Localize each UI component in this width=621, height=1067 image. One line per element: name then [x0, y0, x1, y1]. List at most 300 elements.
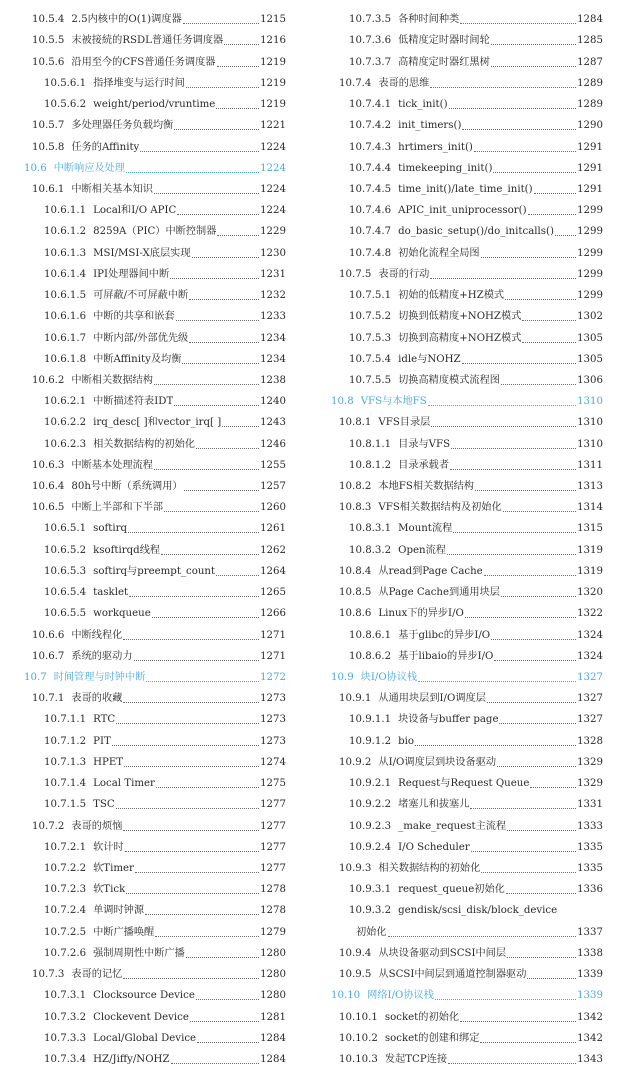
toc-entry [24, 558, 286, 579]
toc-entry-number: 10.7.1.1 [44, 714, 87, 726]
toc-entry-page: 1219 [260, 99, 286, 111]
toc-entry [331, 91, 603, 112]
toc-entry-page: 1291 [577, 162, 603, 174]
leader-dots [126, 172, 259, 173]
toc-entry-title: 表哥的记忆 [71, 969, 123, 981]
toc-entry-title: 相关数据结构的初始化 [93, 438, 195, 450]
toc-entry-title: 8259A（PIC）中断控制器 [93, 226, 217, 238]
toc-entry-number: 10.7 [24, 672, 47, 683]
toc-entry [24, 982, 286, 1003]
leader-dots [197, 1042, 259, 1043]
toc-entry-number: 10.7.5.3 [349, 332, 392, 344]
toc-entry-title: PIT [93, 735, 111, 747]
leader-dots [534, 193, 576, 194]
toc-entry-number: 10.7.2.2 [44, 862, 87, 874]
toc-entry-title: request_queue初始化 [398, 884, 505, 896]
toc-entry-page: 1289 [577, 99, 603, 111]
toc-entry [24, 218, 286, 239]
toc-entry-number: 10.9.1.2 [349, 735, 392, 747]
toc-entry-number: 10.8.6.1 [349, 629, 392, 641]
toc-entry-number: 10.6.5.3 [44, 565, 87, 577]
toc-entry [331, 558, 603, 579]
toc-entry-title: 从I/O调度层到块设备驱动 [378, 756, 497, 768]
toc-entry-page: 1329 [577, 756, 603, 768]
toc-entry [24, 749, 286, 770]
toc-entry-title: HPET [93, 756, 124, 768]
toc-entry-number: 10.7.5.1 [349, 290, 392, 302]
toc-entry-page: 1324 [577, 629, 603, 641]
toc-entry-page: 1338 [577, 947, 603, 959]
toc-entry-number: 10.10.1 [339, 1011, 378, 1023]
toc-entry-title: 高精度定时器红黑树 [398, 56, 490, 68]
toc-entry [24, 940, 286, 961]
toc-entry [331, 6, 603, 27]
toc-entry [24, 282, 286, 303]
toc-entry [331, 706, 603, 727]
toc-entry [24, 1046, 286, 1067]
toc-entry-number: 10.5.6.2 [44, 99, 87, 111]
toc-entry-page: 1278 [260, 884, 286, 896]
leader-dots [428, 405, 576, 406]
toc-entry-title: 表哥的行动 [378, 268, 430, 280]
toc-entry-page: 1328 [577, 735, 603, 747]
toc-entry-title: 初始化流程全局图 [398, 247, 480, 259]
toc-entry-number: 10.8.6.2 [349, 650, 392, 662]
toc-entry-page: 1299 [577, 205, 603, 217]
leader-dots [174, 129, 259, 130]
leader-dots [155, 936, 259, 937]
toc-entry-number: 10.7.1.4 [44, 778, 87, 790]
leader-dots [499, 723, 576, 724]
toc-entry-title: 基于libaio的异步I/O [398, 650, 494, 662]
leader-dots [435, 999, 576, 1000]
toc-entry-number: 10.6.2.3 [44, 438, 87, 450]
toc-entry [24, 834, 286, 855]
toc-entry-number: 10.7.3.3 [44, 1032, 87, 1044]
leader-dots [491, 639, 576, 640]
toc-entry-title: weight/period/vruntime [93, 99, 216, 111]
toc-entry [24, 133, 286, 154]
toc-entry-page: 1335 [577, 841, 603, 853]
leader-dots [484, 575, 576, 576]
leader-dots [123, 830, 259, 831]
leader-dots [164, 511, 259, 512]
toc-entry-number: 10.7.4.4 [349, 162, 392, 174]
leader-dots [161, 554, 259, 555]
toc-entry-title: 中断的共享和嵌套 [93, 311, 175, 323]
toc-entry-number: 10.8.6 [339, 608, 372, 620]
toc-entry-title: Mount流程 [398, 523, 453, 535]
toc-entry-number: 10.7.4.2 [349, 120, 392, 132]
toc-entry-number: 10.7.4.8 [349, 247, 392, 259]
leader-dots [465, 617, 576, 618]
leader-dots [462, 129, 576, 130]
toc-entry [24, 1025, 286, 1046]
toc-entry-page: 1277 [260, 862, 286, 874]
leader-dots [451, 448, 576, 449]
leader-dots [527, 978, 576, 979]
toc-entry-page: 1285 [577, 35, 603, 47]
leader-dots [140, 151, 259, 152]
toc-entry [331, 346, 603, 367]
toc-entry-page: 1336 [577, 884, 603, 896]
toc-entry-title: HZ/Jiffy/NOHZ [93, 1053, 170, 1065]
leader-dots [129, 596, 259, 597]
toc-entry-title: Open流程 [398, 544, 446, 556]
toc-entry-title: 80h号中断（系统调用） [71, 481, 183, 493]
toc-entry [24, 197, 286, 218]
toc-entry [24, 961, 286, 982]
toc-entry-title: hrtimers_init() [398, 141, 473, 153]
toc-entry-number: 10.9.3 [339, 862, 372, 874]
leader-dots [116, 808, 259, 809]
toc-entry-number: 10.7.5.2 [349, 311, 392, 323]
toc-entry-page: 1327 [577, 714, 603, 726]
toc-entry [24, 70, 286, 91]
toc-entry-title: 从read到Page Cache [378, 565, 483, 577]
toc-entry-page: 1272 [260, 672, 286, 683]
toc-entry-title: Local Timer [93, 778, 155, 790]
toc-entry-page: 1275 [260, 778, 286, 790]
leader-dots [170, 278, 259, 279]
toc-entry-number: 10.6.5.5 [44, 608, 87, 620]
toc-entry-number: 10.7.3.7 [349, 56, 392, 68]
leader-dots [507, 830, 576, 831]
toc-entry-page: 1327 [577, 693, 603, 705]
toc-entry-page: 1319 [577, 565, 603, 577]
toc-entry-number: 10.7.2 [32, 820, 65, 832]
leader-dots [522, 320, 576, 321]
toc-entry [331, 812, 603, 833]
toc-entry [331, 579, 603, 600]
toc-entry-title: 目录与VFS [398, 438, 451, 450]
leader-dots [555, 235, 576, 236]
toc-entry [24, 452, 286, 473]
toc-entry [331, 918, 603, 939]
toc-entry-page: 1314 [577, 502, 603, 514]
leader-dots [128, 532, 259, 533]
toc-entry-title: 末被接続的RSDL普通任务调度器 [71, 35, 224, 47]
toc-entry-number: 10.7.3 [32, 969, 65, 981]
toc-entry-page: 1273 [260, 735, 286, 747]
toc-entry-title: 软Timer [93, 862, 134, 874]
toc-entry-number: 10.7.4.6 [349, 205, 392, 217]
toc-entry [24, 494, 286, 515]
toc-entry-page: 1313 [577, 481, 603, 493]
toc-entry [24, 770, 286, 791]
leader-dots [388, 936, 577, 937]
toc-entry-page: 1255 [260, 459, 286, 471]
leader-dots [189, 299, 259, 300]
toc-entry-page: 1310 [577, 396, 603, 408]
toc-entry-title: 中断描述符表IDT [93, 396, 174, 408]
toc-entry [331, 940, 603, 961]
leader-dots [123, 978, 259, 979]
toc-chapter-entry [331, 982, 603, 1003]
toc-entry [24, 239, 286, 260]
toc-entry-page: 1280 [260, 947, 286, 959]
toc-entry-number: 10.6.4 [32, 481, 65, 493]
toc-entry [24, 346, 286, 367]
toc-entry-number: 10.8.1 [339, 417, 372, 429]
leader-dots [487, 702, 576, 703]
leader-dots [183, 23, 259, 24]
toc-entry-page: 1319 [577, 544, 603, 556]
toc-entry [331, 600, 603, 621]
toc-entry-number: 10.6.1.3 [44, 247, 87, 259]
toc-entry-page: 1315 [577, 523, 603, 535]
leader-dots [124, 766, 259, 767]
toc-entry-title: 中断上半部和下半部 [71, 502, 164, 514]
toc-entry-title: Linux下的异步I/O [378, 608, 464, 620]
toc-entry-number: 10.9.1.1 [349, 714, 392, 726]
toc-entry-title: 表哥的思维 [378, 77, 430, 89]
toc-entry [331, 430, 603, 451]
toc-entry-number: 10.9.3.2 [349, 905, 392, 917]
toc-entry-number: 10.8.1.1 [349, 438, 392, 450]
toc-entry-number: 10.5.8 [32, 141, 65, 153]
toc-entry-title: 沿用至今的CFS普通任务调度器 [71, 56, 216, 68]
leader-dots [112, 745, 259, 746]
toc-entry-title: 多处理器任务负载均衡 [71, 120, 174, 132]
toc-entry-title: VFS相关数据结构及初始化 [378, 502, 502, 514]
toc-entry [24, 918, 286, 939]
toc-entry-page: 1343 [577, 1053, 603, 1065]
toc-entry-page: 1260 [260, 502, 286, 514]
leader-dots [156, 787, 259, 788]
toc-entry-page: 1221 [260, 120, 286, 132]
toc-entry-number: 10.6.1 [32, 183, 65, 195]
toc-entry-title: Local/Global Device [93, 1032, 197, 1044]
toc-entry [24, 855, 286, 876]
toc-entry [331, 239, 603, 260]
toc-entry-number: 10.7.4 [339, 77, 372, 89]
leader-dots [145, 914, 259, 915]
leader-dots [501, 384, 576, 385]
toc-entry-number: 10.7.4.3 [349, 141, 392, 153]
leader-dots [146, 681, 259, 682]
toc-entry-number: 10.7.3.5 [349, 14, 392, 26]
toc-entry-number: 10.6.7 [32, 650, 65, 662]
toc-entry-number: 10.7.2.1 [44, 841, 87, 853]
toc-entry-page: 1306 [577, 374, 603, 386]
toc-entry-page: 1299 [577, 268, 603, 280]
toc-column-right [331, 6, 603, 1067]
toc-entry-page: 1324 [577, 650, 603, 662]
toc-entry-page: 1302 [577, 311, 603, 323]
toc-entry-number: 10.6.1.8 [44, 353, 87, 365]
toc-entry [331, 749, 603, 770]
toc-entry-page: 1271 [260, 629, 286, 641]
toc-entry-title: 时间管理与时钟中断 [53, 672, 146, 683]
toc-entry-number: 10.9.2.1 [349, 778, 392, 790]
toc-entry-number: 10.9.1 [339, 693, 372, 705]
toc-entry-number: 10.9.4 [339, 947, 372, 959]
toc-entry [331, 133, 603, 154]
toc-entry-number: 10.8.4 [339, 565, 372, 577]
toc-entry-title: 单调时钟源 [93, 905, 145, 917]
toc-entry [24, 727, 286, 748]
toc-entry-page: 1277 [260, 820, 286, 832]
toc-entry-title: I/O Scheduler [398, 841, 470, 853]
toc-entry-page: 1339 [577, 990, 603, 1002]
toc-entry-page: 1290 [577, 120, 603, 132]
toc-entry [24, 430, 286, 451]
toc-entry-title: 可屏蔽/不可屏蔽中断 [93, 290, 189, 302]
toc-chapter-entry [24, 155, 286, 176]
toc-entry [24, 27, 286, 48]
toc-entry [24, 685, 286, 706]
leader-dots [123, 639, 259, 640]
leader-dots [522, 342, 576, 343]
toc-entry-page: 1284 [577, 14, 603, 26]
leader-dots [528, 214, 576, 215]
toc-entry-title: 块设备与buffer page [398, 714, 499, 726]
leader-dots [154, 193, 259, 194]
toc-entry-number: 10.10 [331, 990, 361, 1002]
leader-dots [491, 44, 576, 45]
leader-dots [447, 554, 576, 555]
toc-entry-page: 1273 [260, 693, 286, 705]
leader-dots [217, 235, 259, 236]
toc-entry-number: 10.8.3.1 [349, 523, 392, 535]
leader-dots [506, 893, 576, 894]
toc-entry-page: 1262 [260, 544, 286, 556]
toc-entry [331, 855, 603, 876]
leader-dots [177, 214, 259, 215]
toc-entry-number: 10.7.4.1 [349, 99, 392, 111]
toc-entry [331, 727, 603, 748]
toc-entry-page: 1215 [260, 14, 286, 26]
toc-entry [331, 1003, 603, 1024]
toc-entry-title: 切换高精度模式流程图 [398, 374, 500, 386]
toc-entry-number: 10.10.2 [339, 1032, 378, 1044]
leader-dots [184, 490, 259, 491]
toc-entry-number: 10.7.4.7 [349, 226, 392, 238]
leader-dots [196, 999, 259, 1000]
toc-entry-title: 系统的驱动力 [71, 650, 133, 662]
toc-entry [331, 176, 603, 197]
toc-entry-page: 1322 [577, 608, 603, 620]
leader-dots [474, 151, 576, 152]
toc-entry [24, 643, 286, 664]
leader-dots [507, 957, 576, 958]
toc-entry-number: 10.6.1.7 [44, 332, 87, 344]
toc-entry-number: 10.6.5 [32, 502, 65, 514]
toc-entry [331, 791, 603, 812]
toc-entry-number: 10.7.1 [32, 693, 65, 705]
toc-entry [331, 70, 603, 91]
toc-entry [24, 621, 286, 642]
toc-entry-page: 1289 [577, 77, 603, 89]
toc-entry-number: 10.9 [331, 672, 354, 683]
toc-column-left [24, 6, 286, 1067]
leader-dots [491, 66, 576, 67]
toc-entry-page: 1278 [260, 905, 286, 917]
leader-dots [481, 872, 576, 873]
toc-entry-page: 1305 [577, 353, 603, 365]
toc-entry-title: _make_request主流程 [398, 820, 507, 832]
toc-entry-page: 1320 [577, 587, 603, 599]
toc-entry-number: 10.8.3 [339, 502, 372, 514]
toc-entry-title: 指择堆变与运行时间 [93, 77, 185, 89]
toc-entry [331, 685, 603, 706]
leader-dots [448, 1063, 576, 1064]
toc-entry-number: 10.5.6 [32, 56, 65, 68]
toc-entry-number: 10.9.3.1 [349, 884, 392, 896]
leader-dots [189, 342, 259, 343]
toc-entry-page: 1310 [577, 417, 603, 429]
toc-entry-title: 低精度定时器时间轮 [398, 35, 490, 47]
toc-entry-number: 10.9.2.2 [349, 799, 392, 811]
toc-entry [331, 897, 603, 918]
toc-entry-title: 网络I/O协议栈 [367, 990, 434, 1002]
toc-entry-title: RTC [93, 714, 116, 726]
toc-entry [24, 176, 286, 197]
toc-entry-title: 各种时间种类 [398, 14, 460, 26]
toc-entry [24, 1003, 286, 1024]
toc-entry [331, 473, 603, 494]
toc-entry-page: 1264 [260, 565, 286, 577]
toc-entry-page: 1243 [260, 417, 286, 429]
toc-entry-page: 1231 [260, 268, 286, 280]
toc-entry-page: 1299 [577, 247, 603, 259]
toc-entry-title: gendisk/scsi_disk/block_device [398, 905, 558, 917]
toc-entry-number: 10.9.5 [339, 969, 372, 981]
leader-dots [135, 872, 259, 873]
toc-entry-number: 10.7.3.6 [349, 35, 392, 47]
toc-entry-number: 10.6.2.2 [44, 417, 87, 429]
leader-dots [453, 532, 576, 533]
leader-dots [460, 1021, 576, 1022]
leader-dots [134, 660, 260, 661]
toc-entry-title: 中断相关数据结构 [71, 374, 153, 386]
leader-dots [471, 851, 576, 852]
leader-dots [186, 87, 259, 88]
toc-entry-page: 1238 [260, 374, 286, 386]
toc-entry-title: 中断内部/外部优先级 [93, 332, 189, 344]
leader-dots [530, 787, 576, 788]
toc-entry [24, 409, 286, 430]
toc-entry-title: 从Page Cache到通用块层 [378, 587, 500, 599]
leader-dots [505, 299, 576, 300]
leader-dots [497, 766, 576, 767]
toc-entry [331, 218, 603, 239]
leader-dots [186, 957, 259, 958]
toc-entry-number: 10.7.3.1 [44, 990, 87, 1002]
toc-entry [331, 197, 603, 218]
leader-dots [216, 575, 259, 576]
toc-entry-page: 1271 [260, 650, 286, 662]
toc-entry-number: 10.6.2.1 [44, 396, 87, 408]
toc-entry-page: 1284 [260, 1053, 286, 1065]
toc-entry-page: 1284 [260, 1032, 286, 1044]
toc-entry [24, 515, 286, 536]
toc-entry-title: 中断响应及处理 [53, 162, 125, 174]
leader-dots [481, 257, 576, 258]
toc-entry-title: Request与Request Queue [398, 778, 530, 790]
toc-entry-page: 1234 [260, 332, 286, 344]
toc-entry-title: VFS与本地FS [360, 396, 427, 408]
leader-dots [154, 469, 259, 470]
toc-entry-number: 10.6.1.1 [44, 205, 87, 217]
toc-entry [331, 367, 603, 388]
toc-chapter-entry [331, 664, 603, 685]
toc-entry-number: 10.6.1.2 [44, 226, 87, 238]
toc-entry [331, 303, 603, 324]
toc-entry-page: 1280 [260, 990, 286, 1002]
toc-entry-title: bio [398, 735, 415, 747]
